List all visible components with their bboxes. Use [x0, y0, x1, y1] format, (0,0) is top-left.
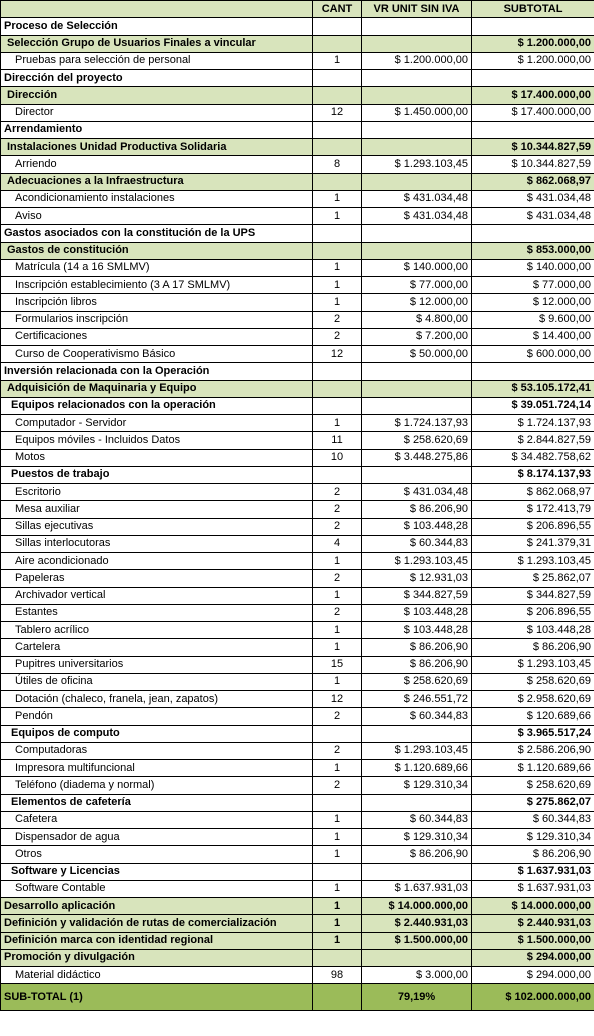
row-unit-value: $ 60.344,83 — [362, 811, 472, 828]
row-cant: 1 — [313, 898, 362, 915]
row-description: Selección Grupo de Usuarios Finales a vincular — [1, 35, 313, 52]
row-subtotal: $ 2.440.931,03 — [472, 915, 594, 932]
row-description: Definición marca con identidad regional — [1, 932, 313, 949]
row-unit-value: $ 258.620,69 — [362, 673, 472, 690]
row-description: Adquisición de Maquinaria y Equipo — [1, 380, 313, 397]
row-subtotal — [472, 70, 594, 87]
row-cant: 2 — [313, 328, 362, 345]
row-subtotal: $ 25.862,07 — [472, 570, 594, 587]
row-description: Promoción y divulgación — [1, 949, 313, 966]
table-row — [1, 294, 594, 311]
row-subtotal: $ 206.896,55 — [472, 518, 594, 535]
row-subtotal: $ 10.344.827,59 — [472, 156, 594, 173]
row-description: Curso de Cooperativismo Básico — [1, 346, 313, 363]
row-unit-value: $ 1.637.931,03 — [362, 880, 472, 897]
row-description: Útiles de oficina — [1, 673, 313, 690]
row-description: Pupitres universitarios — [1, 656, 313, 673]
row-description: Formularios inscripción — [1, 311, 313, 328]
row-cant: 1 — [313, 811, 362, 828]
row-description: Aire acondicionado — [1, 553, 313, 570]
row-unit-value: $ 86.206,90 — [362, 639, 472, 656]
category-row — [1, 949, 594, 966]
table-row — [1, 432, 594, 449]
row-unit-value — [362, 242, 472, 259]
row-subtotal: $ 862.068,97 — [472, 173, 594, 190]
row-description: Impresora multifuncional — [1, 760, 313, 777]
row-description: Proceso de Selección — [1, 18, 313, 35]
row-description: Matrícula (14 a 16 SMLMV) — [1, 259, 313, 276]
row-subtotal: $ 17.400.000,00 — [472, 104, 594, 121]
row-subtotal: $ 3.965.517,24 — [472, 725, 594, 742]
row-cant — [313, 121, 362, 138]
subtotal-cant — [313, 984, 362, 1011]
row-subtotal: $ 1.120.689,66 — [472, 760, 594, 777]
row-unit-value: $ 1.293.103,45 — [362, 156, 472, 173]
table-row — [1, 553, 594, 570]
row-subtotal — [472, 225, 594, 242]
row-subtotal: $ 140.000,00 — [472, 259, 594, 276]
row-cant — [313, 725, 362, 742]
row-description: Inscripción libros — [1, 294, 313, 311]
row-description: Puestos de trabajo — [1, 466, 313, 483]
row-unit-value: $ 103.448,28 — [362, 604, 472, 621]
row-subtotal: $ 1.200.000,00 — [472, 35, 594, 52]
row-subtotal: $ 129.310,34 — [472, 829, 594, 846]
row-description: Sillas interlocutoras — [1, 535, 313, 552]
row-description: Dirección del proyecto — [1, 70, 313, 87]
row-cant — [313, 173, 362, 190]
row-unit-value: $ 140.000,00 — [362, 259, 472, 276]
row-cant: 1 — [313, 415, 362, 432]
row-description: Gastos asociados con la constitución de la UPS — [1, 225, 313, 242]
row-subtotal — [472, 363, 594, 380]
row-cant: 1 — [313, 190, 362, 207]
row-description: Aviso — [1, 208, 313, 225]
row-cant — [313, 139, 362, 156]
row-description: Mesa auxiliar — [1, 501, 313, 518]
row-description: Arriendo — [1, 156, 313, 173]
row-cant: 1 — [313, 52, 362, 69]
row-subtotal: $ 86.206,90 — [472, 639, 594, 656]
row-unit-value: $ 258.620,69 — [362, 432, 472, 449]
category-row — [1, 380, 594, 397]
subtotal-label: SUB-TOTAL (1) — [1, 984, 313, 1011]
row-cant: 1 — [313, 829, 362, 846]
row-description: Inversión relacionada con la Operación — [1, 363, 313, 380]
row-cant: 1 — [313, 932, 362, 949]
row-subtotal: $ 34.482.758,62 — [472, 449, 594, 466]
table-row — [1, 518, 594, 535]
row-unit-value: $ 103.448,28 — [362, 622, 472, 639]
row-description: Dirección — [1, 87, 313, 104]
row-cant: 1 — [313, 208, 362, 225]
table-row — [1, 829, 594, 846]
row-description: Teléfono (diadema y normal) — [1, 777, 313, 794]
row-description: Certificaciones — [1, 328, 313, 345]
row-subtotal: $ 2.958.620,69 — [472, 691, 594, 708]
row-unit-value — [362, 466, 472, 483]
row-description: Equipos de computo — [1, 725, 313, 742]
category-row — [1, 87, 594, 104]
row-unit-value: $ 4.800,00 — [362, 311, 472, 328]
section-row — [1, 70, 594, 87]
row-cant: 1 — [313, 277, 362, 294]
row-subtotal: $ 275.862,07 — [472, 794, 594, 811]
row-unit-value: $ 3.448.275,86 — [362, 449, 472, 466]
table-row — [1, 449, 594, 466]
row-unit-value: $ 246.551,72 — [362, 691, 472, 708]
row-subtotal: $ 1.293.103,45 — [472, 553, 594, 570]
table-row — [1, 846, 594, 863]
row-unit-value: $ 60.344,83 — [362, 708, 472, 725]
row-unit-value: $ 1.293.103,45 — [362, 553, 472, 570]
row-subtotal: $ 172.413,79 — [472, 501, 594, 518]
row-cant — [313, 863, 362, 880]
row-unit-value: $ 1.200.000,00 — [362, 52, 472, 69]
row-description: Archivador vertical — [1, 587, 313, 604]
row-description: Computador - Servidor — [1, 415, 313, 432]
group-row — [1, 794, 594, 811]
row-cant: 8 — [313, 156, 362, 173]
row-subtotal: $ 53.105.172,41 — [472, 380, 594, 397]
row-description: Escritorio — [1, 484, 313, 501]
row-description: Sillas ejecutivas — [1, 518, 313, 535]
row-cant — [313, 35, 362, 52]
row-unit-value — [362, 121, 472, 138]
header-subtotal: SUBTOTAL — [472, 1, 594, 18]
row-description: Software y Licencias — [1, 863, 313, 880]
row-description: Dispensador de agua — [1, 829, 313, 846]
row-description: Motos — [1, 449, 313, 466]
section-row — [1, 121, 594, 138]
table-row — [1, 415, 594, 432]
row-unit-value: $ 86.206,90 — [362, 501, 472, 518]
row-description: Definición y validación de rutas de comercialización — [1, 915, 313, 932]
row-cant: 1 — [313, 639, 362, 656]
category-row — [1, 932, 594, 949]
table-row — [1, 535, 594, 552]
row-unit-value — [362, 725, 472, 742]
row-subtotal: $ 120.689,66 — [472, 708, 594, 725]
row-cant: 2 — [313, 604, 362, 621]
table-row — [1, 880, 594, 897]
row-description: Instalaciones Unidad Productiva Solidaria — [1, 139, 313, 156]
row-subtotal: $ 1.200.000,00 — [472, 52, 594, 69]
row-cant: 2 — [313, 311, 362, 328]
row-cant — [313, 87, 362, 104]
row-unit-value: $ 3.000,00 — [362, 967, 472, 984]
header-row — [1, 1, 594, 18]
row-description: Computadoras — [1, 742, 313, 759]
table-row — [1, 691, 594, 708]
row-cant: 2 — [313, 570, 362, 587]
table-row — [1, 52, 594, 69]
row-unit-value — [362, 363, 472, 380]
table-row — [1, 604, 594, 621]
row-subtotal: $ 103.448,28 — [472, 622, 594, 639]
row-description: Otros — [1, 846, 313, 863]
table-row — [1, 967, 594, 984]
row-subtotal: $ 1.293.103,45 — [472, 656, 594, 673]
row-subtotal: $ 14.400,00 — [472, 328, 594, 345]
row-unit-value — [362, 863, 472, 880]
group-row — [1, 466, 594, 483]
row-unit-value — [362, 397, 472, 414]
subtotal-row — [1, 984, 594, 1011]
row-cant: 1 — [313, 915, 362, 932]
row-subtotal: $ 853.000,00 — [472, 242, 594, 259]
row-unit-value — [362, 225, 472, 242]
row-subtotal: $ 862.068,97 — [472, 484, 594, 501]
row-unit-value — [362, 87, 472, 104]
row-cant — [313, 363, 362, 380]
header-unit-value: VR UNIT SIN IVA — [362, 1, 472, 18]
row-cant: 1 — [313, 760, 362, 777]
row-cant: 1 — [313, 553, 362, 570]
subtotal-value: $ 102.000.000,00 — [472, 984, 594, 1011]
row-cant — [313, 949, 362, 966]
row-cant: 98 — [313, 967, 362, 984]
row-subtotal: $ 241.379,31 — [472, 535, 594, 552]
row-subtotal: $ 60.344,83 — [472, 811, 594, 828]
row-unit-value: $ 12.931,03 — [362, 570, 472, 587]
row-cant: 4 — [313, 535, 362, 552]
section-row — [1, 225, 594, 242]
table-row — [1, 259, 594, 276]
row-unit-value: $ 1.293.103,45 — [362, 742, 472, 759]
row-unit-value: $ 1.120.689,66 — [362, 760, 472, 777]
row-description: Inscripción establecimiento (3 A 17 SMLMV) — [1, 277, 313, 294]
row-description: Director — [1, 104, 313, 121]
row-cant — [313, 70, 362, 87]
row-cant — [313, 466, 362, 483]
row-subtotal: $ 39.051.724,14 — [472, 397, 594, 414]
row-description: Acondicionamiento instalaciones — [1, 190, 313, 207]
row-description: Pruebas para selección de personal — [1, 52, 313, 69]
row-unit-value: $ 7.200,00 — [362, 328, 472, 345]
row-description: Estantes — [1, 604, 313, 621]
row-subtotal: $ 1.724.137,93 — [472, 415, 594, 432]
row-subtotal: $ 206.896,55 — [472, 604, 594, 621]
row-subtotal: $ 294.000,00 — [472, 949, 594, 966]
row-description: Desarrollo aplicación — [1, 898, 313, 915]
row-description: Equipos relacionados con la operación — [1, 397, 313, 414]
category-row — [1, 139, 594, 156]
header-description — [1, 1, 313, 18]
row-cant — [313, 397, 362, 414]
row-description: Cartelera — [1, 639, 313, 656]
row-unit-value: $ 14.000.000,00 — [362, 898, 472, 915]
row-cant: 1 — [313, 846, 362, 863]
row-unit-value: $ 86.206,90 — [362, 846, 472, 863]
row-subtotal: $ 1.637.931,03 — [472, 863, 594, 880]
row-unit-value: $ 1.450.000,00 — [362, 104, 472, 121]
section-row — [1, 363, 594, 380]
header-cant: CANT — [313, 1, 362, 18]
row-cant — [313, 380, 362, 397]
table-row — [1, 587, 594, 604]
row-cant: 2 — [313, 742, 362, 759]
row-description: Tablero acrílico — [1, 622, 313, 639]
row-subtotal: $ 8.174.137,93 — [472, 466, 594, 483]
row-subtotal: $ 1.637.931,03 — [472, 880, 594, 897]
row-unit-value — [362, 173, 472, 190]
table-row — [1, 208, 594, 225]
row-cant: 12 — [313, 691, 362, 708]
row-cant — [313, 242, 362, 259]
subtotal-percentage: 79,19% — [362, 984, 472, 1011]
row-subtotal: $ 344.827,59 — [472, 587, 594, 604]
row-cant: 1 — [313, 294, 362, 311]
row-unit-value — [362, 35, 472, 52]
table-row — [1, 760, 594, 777]
table-row — [1, 277, 594, 294]
row-subtotal: $ 2.844.827,59 — [472, 432, 594, 449]
row-unit-value: $ 2.440.931,03 — [362, 915, 472, 932]
table-row — [1, 622, 594, 639]
table-row — [1, 190, 594, 207]
row-cant: 2 — [313, 777, 362, 794]
table-row — [1, 484, 594, 501]
row-cant: 11 — [313, 432, 362, 449]
row-cant — [313, 18, 362, 35]
row-cant: 1 — [313, 259, 362, 276]
row-subtotal: $ 294.000,00 — [472, 967, 594, 984]
row-unit-value: $ 431.034,48 — [362, 484, 472, 501]
row-unit-value: $ 103.448,28 — [362, 518, 472, 535]
row-cant — [313, 794, 362, 811]
row-subtotal: $ 258.620,69 — [472, 777, 594, 794]
row-unit-value: $ 50.000,00 — [362, 346, 472, 363]
table-row — [1, 708, 594, 725]
row-cant: 1 — [313, 673, 362, 690]
row-unit-value — [362, 70, 472, 87]
table-row — [1, 811, 594, 828]
row-description: Cafetera — [1, 811, 313, 828]
row-unit-value: $ 12.000,00 — [362, 294, 472, 311]
row-description: Pendón — [1, 708, 313, 725]
table-row — [1, 742, 594, 759]
row-subtotal: $ 12.000,00 — [472, 294, 594, 311]
row-description: Equipos móviles - Incluidos Datos — [1, 432, 313, 449]
category-row — [1, 35, 594, 52]
row-description: Gastos de constitución — [1, 242, 313, 259]
row-cant: 2 — [313, 708, 362, 725]
row-cant — [313, 225, 362, 242]
row-description: Adecuaciones a la Infraestructura — [1, 173, 313, 190]
category-row — [1, 242, 594, 259]
category-row — [1, 898, 594, 915]
table-row — [1, 311, 594, 328]
row-cant: 12 — [313, 346, 362, 363]
row-cant: 2 — [313, 518, 362, 535]
row-description: Material didáctico — [1, 967, 313, 984]
table-row — [1, 328, 594, 345]
row-unit-value: $ 431.034,48 — [362, 208, 472, 225]
row-subtotal — [472, 121, 594, 138]
row-unit-value: $ 60.344,83 — [362, 535, 472, 552]
table-row — [1, 777, 594, 794]
row-subtotal: $ 258.620,69 — [472, 673, 594, 690]
group-row — [1, 725, 594, 742]
row-subtotal: $ 431.034,48 — [472, 208, 594, 225]
row-unit-value: $ 86.206,90 — [362, 656, 472, 673]
row-unit-value: $ 129.310,34 — [362, 829, 472, 846]
row-subtotal: $ 10.344.827,59 — [472, 139, 594, 156]
table-row — [1, 570, 594, 587]
row-unit-value — [362, 18, 472, 35]
row-unit-value — [362, 380, 472, 397]
row-description: Dotación (chaleco, franela, jean, zapatos) — [1, 691, 313, 708]
table-row — [1, 501, 594, 518]
row-cant: 2 — [313, 501, 362, 518]
table-row — [1, 673, 594, 690]
row-subtotal: $ 77.000,00 — [472, 277, 594, 294]
row-unit-value — [362, 794, 472, 811]
table-row — [1, 104, 594, 121]
row-subtotal: $ 14.000.000,00 — [472, 898, 594, 915]
row-description: Software Contable — [1, 880, 313, 897]
row-subtotal: $ 17.400.000,00 — [472, 87, 594, 104]
row-unit-value — [362, 139, 472, 156]
row-cant: 2 — [313, 484, 362, 501]
row-unit-value: $ 344.827,59 — [362, 587, 472, 604]
table-body — [1, 18, 594, 984]
row-cant: 1 — [313, 880, 362, 897]
row-cant: 15 — [313, 656, 362, 673]
row-subtotal: $ 86.206,90 — [472, 846, 594, 863]
row-cant: 12 — [313, 104, 362, 121]
group-row — [1, 397, 594, 414]
row-subtotal: $ 600.000,00 — [472, 346, 594, 363]
row-cant: 10 — [313, 449, 362, 466]
row-subtotal — [472, 18, 594, 35]
row-unit-value: $ 77.000,00 — [362, 277, 472, 294]
row-cant: 1 — [313, 587, 362, 604]
row-subtotal: $ 9.600,00 — [472, 311, 594, 328]
row-description: Papeleras — [1, 570, 313, 587]
row-subtotal: $ 2.586.206,90 — [472, 742, 594, 759]
row-unit-value: $ 1.500.000,00 — [362, 932, 472, 949]
row-description: Arrendamiento — [1, 121, 313, 138]
row-unit-value: $ 1.724.137,93 — [362, 415, 472, 432]
category-row — [1, 173, 594, 190]
row-subtotal: $ 1.500.000,00 — [472, 932, 594, 949]
row-unit-value — [362, 949, 472, 966]
group-row — [1, 863, 594, 880]
row-unit-value: $ 431.034,48 — [362, 190, 472, 207]
row-subtotal: $ 431.034,48 — [472, 190, 594, 207]
table-row — [1, 156, 594, 173]
table-row — [1, 346, 594, 363]
table-row — [1, 639, 594, 656]
row-cant: 1 — [313, 622, 362, 639]
category-row — [1, 915, 594, 932]
table-row — [1, 656, 594, 673]
row-unit-value: $ 129.310,34 — [362, 777, 472, 794]
section-row — [1, 18, 594, 35]
row-description: Elementos de cafetería — [1, 794, 313, 811]
